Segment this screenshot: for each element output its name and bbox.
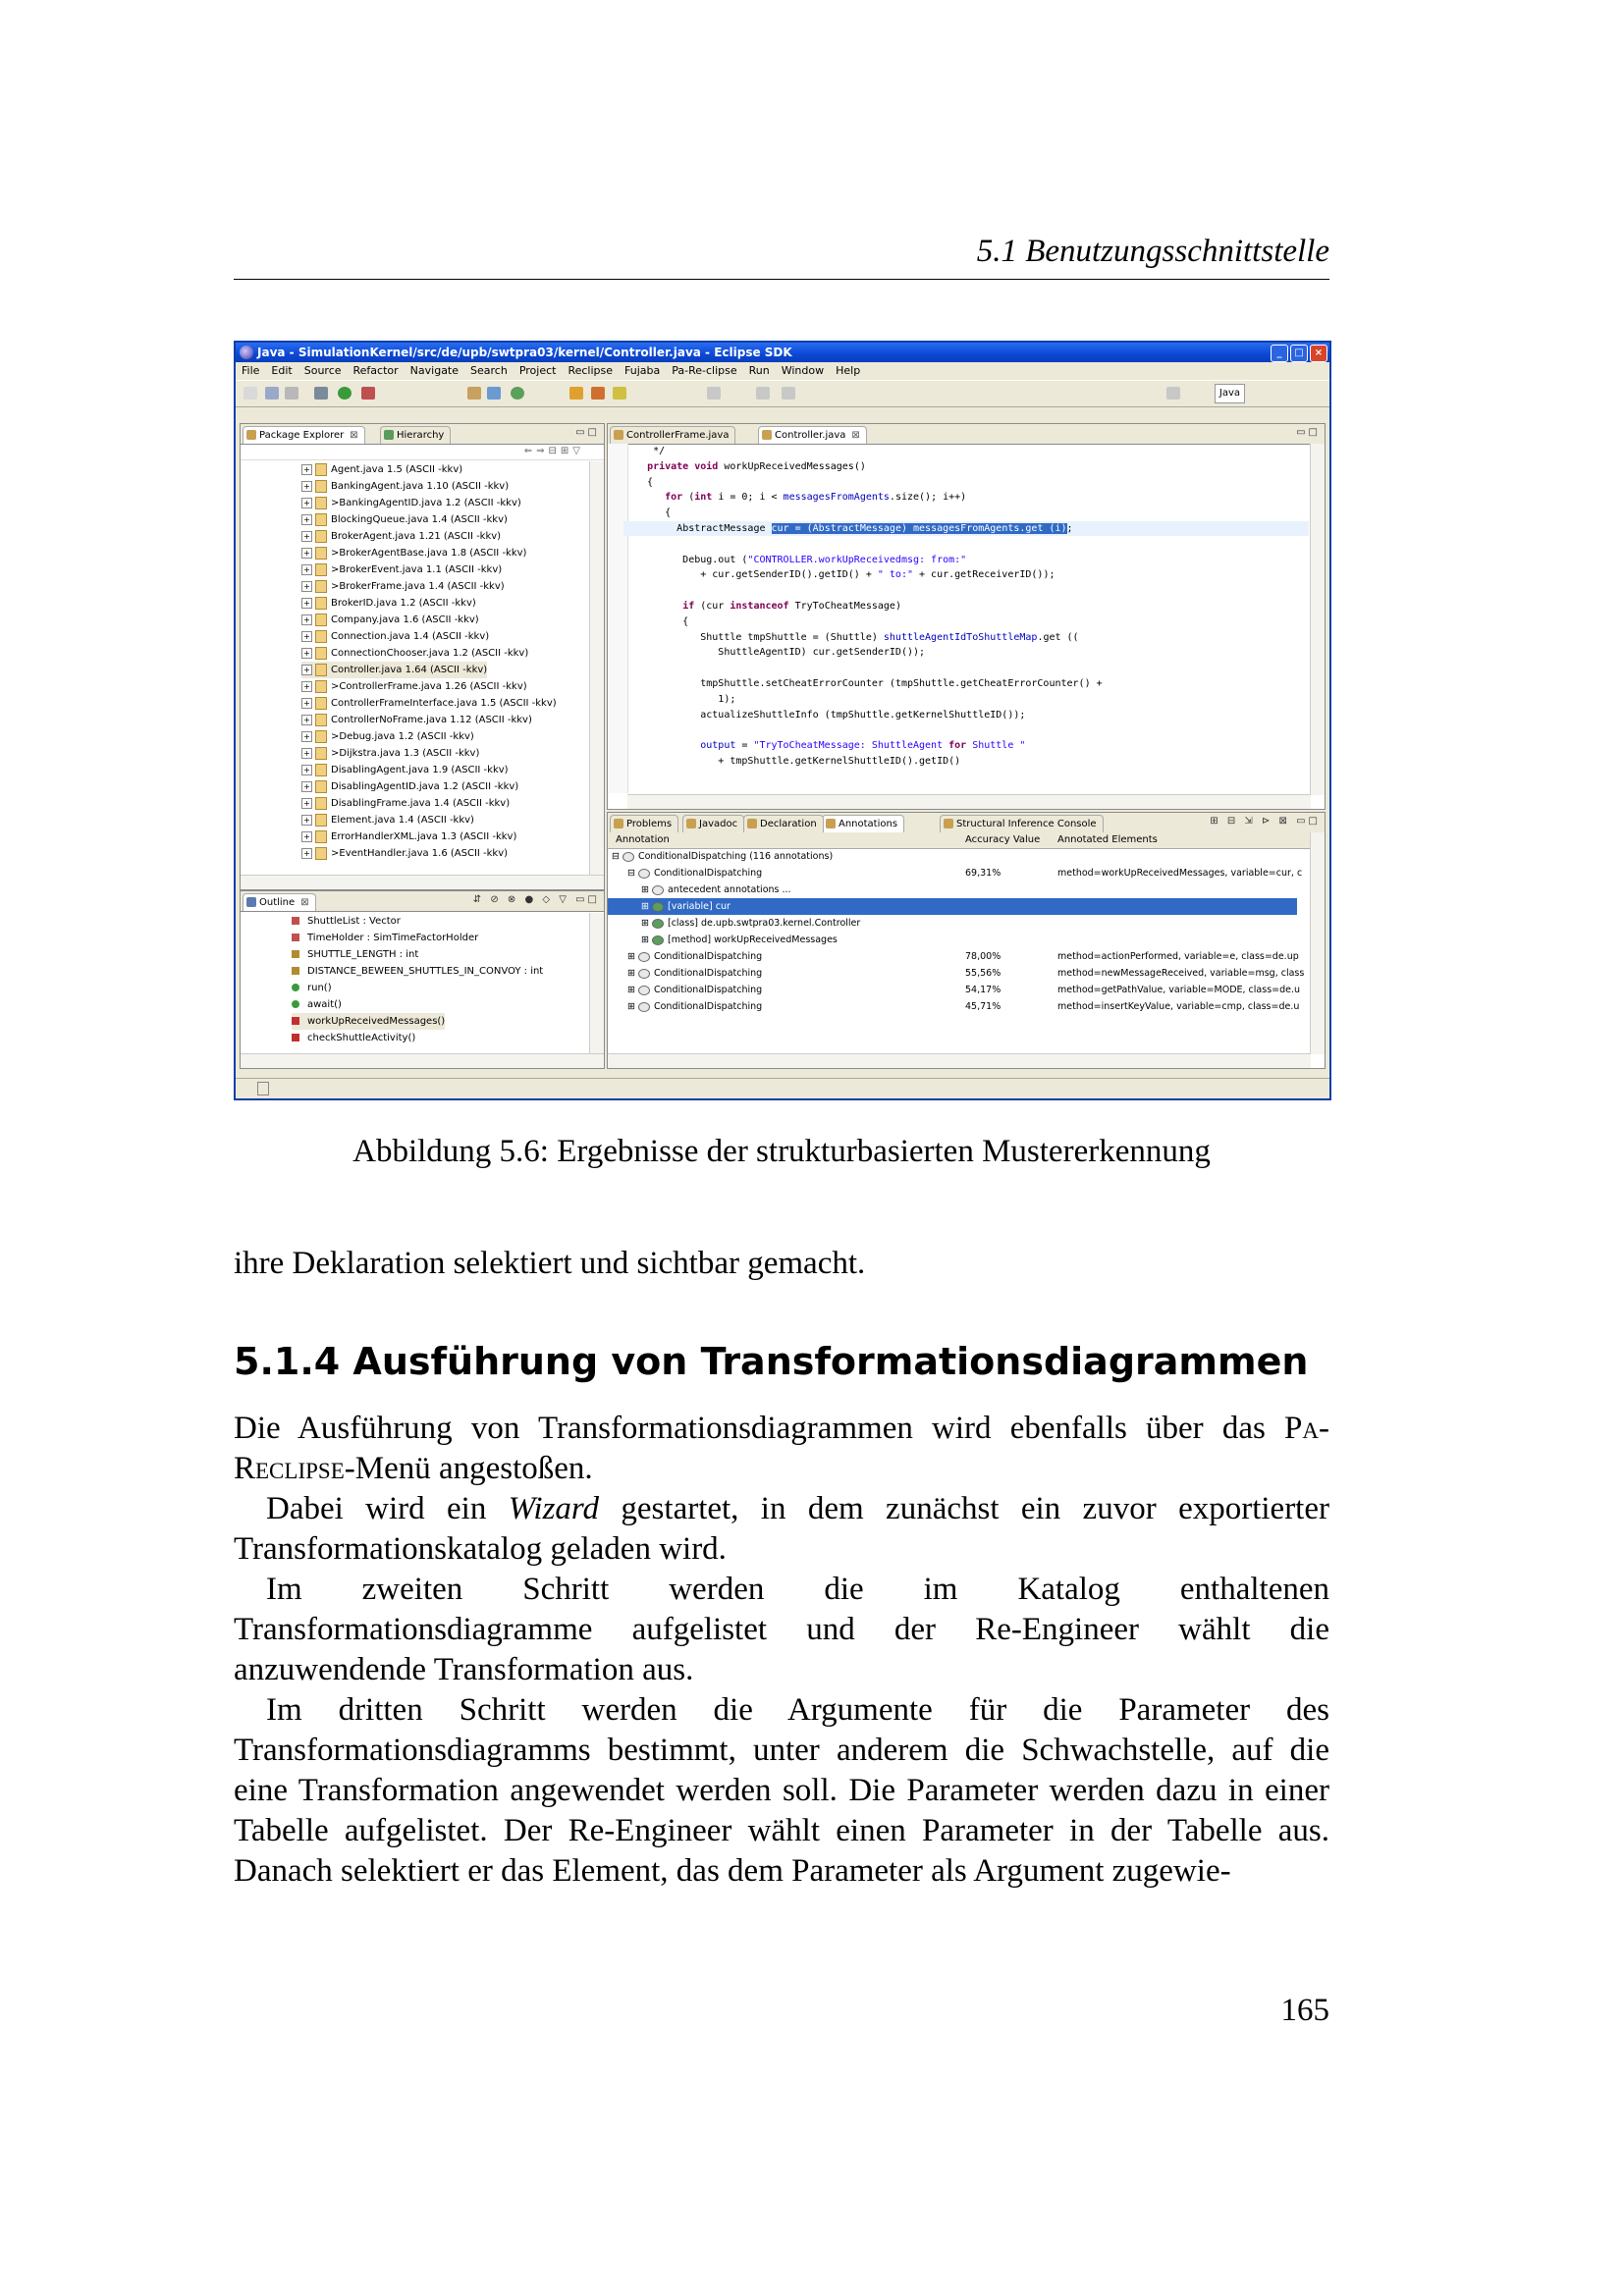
view-icon [686, 819, 696, 828]
java-file-icon [315, 597, 327, 610]
menu-refactor[interactable]: Refactor [352, 364, 399, 377]
member-icon [292, 934, 299, 941]
java-file-icon [315, 497, 327, 509]
member-icon [292, 984, 299, 991]
run-icon[interactable] [338, 387, 352, 400]
expand-icon[interactable]: + [301, 498, 312, 508]
package-item-label: BrokerID.java 1.2 (ASCII -kkv) [331, 598, 476, 609]
pen-icon[interactable] [613, 387, 626, 400]
annotation-row[interactable]: ⊞ ConditionalDispatching 54,17% method=getPathValue, variable=MODE, class=de.u [627, 985, 1301, 995]
running-head: 5.1 Benutzungsschnittstelle [976, 234, 1329, 269]
annotation-row[interactable]: ⊞ [method] workUpReceivedMessages [641, 934, 838, 945]
code-line: { [629, 476, 654, 488]
section-title: 5.1.4 Ausführung von Transformationsdiagrammen [234, 1340, 1309, 1383]
package-tree-item[interactable] [301, 778, 518, 795]
code-area[interactable] [623, 444, 1309, 793]
code-line: { [629, 507, 672, 519]
outline-item[interactable] [292, 1030, 415, 1046]
package-tree-item[interactable] [301, 595, 476, 612]
view-controls[interactable]: ▭□ [575, 427, 600, 438]
outline-item-label: TimeHolder : SimTimeFactorHolder [307, 933, 479, 943]
package-item-label: DisablingFrame.java 1.4 (ASCII -kkv) [331, 798, 511, 809]
editor-controls[interactable]: ▭□ [1296, 427, 1321, 438]
code-line: Debug.out ("CONTROLLER.workUpReceivedmsg: from:" [629, 554, 967, 565]
expand-icon[interactable]: ⊞ [641, 884, 652, 895]
col-annotation[interactable]: Annotation [616, 834, 670, 845]
maximize-icon[interactable]: □ [1290, 345, 1308, 362]
package-tree-item[interactable] [301, 812, 474, 828]
expand-icon[interactable]: + [301, 531, 312, 542]
annotation-icon [652, 885, 664, 895]
annotation-icon [638, 969, 650, 979]
expand-icon[interactable]: + [301, 831, 312, 842]
annotation-row[interactable]: ⊟ ConditionalDispatching (116 annotations) [612, 851, 834, 862]
view-icon [747, 819, 757, 828]
outline-vscroll[interactable] [589, 913, 604, 1054]
editor-pane [607, 423, 1326, 810]
package-tree-item[interactable] [301, 745, 479, 762]
outline-item[interactable] [292, 980, 332, 996]
header-rule [234, 279, 1329, 280]
outline-item[interactable] [292, 913, 401, 930]
java-file-icon [315, 714, 327, 726]
view-icon [614, 819, 623, 828]
annotation-icon [652, 919, 664, 929]
tab-structural-inference-console[interactable]: Structural Inference Console [940, 815, 1104, 832]
menu-navigate[interactable]: Navigate [409, 364, 460, 377]
open-perspective-icon[interactable] [1166, 387, 1180, 400]
java-file-icon [315, 830, 327, 843]
package-tree-item[interactable] [301, 511, 508, 528]
code-line: 1); [629, 693, 736, 705]
member-icon [292, 917, 299, 925]
annotation-icon [638, 986, 650, 995]
package-tree-item[interactable] [301, 561, 502, 578]
java-file-icon [315, 847, 327, 860]
annotations-table-header [608, 832, 1311, 849]
annotations-controls[interactable]: ⊞ ⊟ ⇲ ⊳ ⊠ ▭□ [1210, 816, 1321, 827]
java-file-icon [315, 780, 327, 793]
code-line: for (int i = 0; i < messagesFromAgents.size(); i++) [665, 492, 967, 504]
outline-item[interactable] [292, 996, 342, 1013]
editor-hscroll[interactable] [627, 794, 1311, 809]
expand-icon[interactable]: + [301, 648, 312, 659]
expand-icon[interactable]: ⊟ [627, 868, 638, 879]
package-item-label: ControllerFrameInterface.java 1.5 (ASCII -kkv) [331, 698, 557, 709]
java-file-icon [315, 647, 327, 660]
java-file-icon [315, 747, 327, 760]
back-icon[interactable] [756, 387, 770, 400]
status-icon [257, 1082, 269, 1095]
menu-window[interactable]: Window [781, 364, 825, 377]
package-item-label: BankingAgent.java 1.10 (ASCII -kkv) [331, 481, 510, 492]
open-type-icon[interactable] [467, 387, 481, 400]
java-file-icon [315, 814, 327, 827]
open-folder-icon[interactable] [569, 387, 583, 400]
package-tree-item[interactable] [301, 695, 557, 712]
annotation-icon [638, 952, 650, 962]
expand-icon[interactable]: + [301, 748, 312, 759]
tab-controllerframe-java[interactable]: ControllerFrame.java [610, 426, 735, 444]
annotation-row[interactable]: ⊟ ConditionalDispatching 69,31% method=workUpReceivedMessages, variable=cur, c [627, 868, 1303, 879]
annotation-row[interactable]: ⊞ [class] de.upb.swtpra03.kernel.Controller [641, 918, 861, 929]
member-icon [292, 950, 299, 958]
code-line: AbstractMessage cur = (AbstractMessage) messagesFromAgents.get (i); [623, 521, 1309, 536]
code-line: { [629, 615, 689, 627]
outline-item-label: await() [307, 999, 342, 1010]
package-item-label: >BankingAgentID.java 1.2 (ASCII -kkv) [331, 498, 521, 508]
view-icon [944, 819, 953, 828]
forward-icon[interactable] [782, 387, 795, 400]
paragraph-1: Die Ausführung von Transformationsdiagrammen wird ebenfalls über das Pa-Reclipse-Menü angestoßen. [234, 1411, 1329, 1486]
expand-icon[interactable]: + [301, 765, 312, 775]
package-item-label: ErrorHandlerXML.java 1.3 (ASCII -kkv) [331, 831, 517, 842]
member-icon [292, 967, 299, 975]
annotation-row[interactable]: ⊞ ConditionalDispatching 55,56% method=newMessageReceived, variable=msg, class [627, 968, 1305, 979]
menu-run[interactable]: Run [748, 364, 770, 377]
expand-icon[interactable]: + [301, 464, 312, 475]
package-item-label: >BrokerEvent.java 1.1 (ASCII -kkv) [331, 564, 503, 575]
package-tree-item[interactable] [301, 645, 528, 662]
package-tree-vscroll[interactable] [589, 461, 604, 876]
java-file-icon [315, 547, 327, 560]
java-file-icon [315, 513, 327, 526]
java-file-icon [762, 430, 772, 440]
code-line: ShuttleAgentID) cur.getSenderID()); [629, 647, 926, 659]
expand-icon[interactable]: + [301, 614, 312, 625]
java-file-icon [315, 664, 327, 676]
java-file-icon [315, 630, 327, 643]
package-tree-item[interactable] [301, 545, 526, 561]
col-accuracy[interactable]: Accuracy Value [965, 834, 1041, 845]
outline-icon [246, 897, 256, 907]
expand-icon[interactable]: + [301, 581, 312, 592]
editor-tabs [608, 424, 1325, 445]
package-tree-item[interactable] [301, 678, 527, 695]
outline-item[interactable] [292, 963, 543, 980]
expand-icon[interactable]: + [301, 731, 312, 742]
package-item-label: Element.java 1.4 (ASCII -kkv) [331, 815, 474, 826]
paragraph-2: Dabei wird ein Wizard gestartet, in dem zunächst ein zuvor exportierter Transformationskatalog geladen wird. [234, 1491, 1329, 1567]
package-tree-item[interactable] [301, 461, 462, 478]
eclipse-window-screenshot [234, 341, 1331, 1100]
member-icon [292, 1034, 299, 1041]
window-title: Java - SimulationKernel/src/de/upb/swtpra03/kernel/Controller.java - Eclipse SDK [257, 346, 792, 359]
package-item-label: >BrokerAgentBase.java 1.8 (ASCII -kkv) [331, 548, 527, 559]
java-file-icon [315, 563, 327, 576]
package-tree-item[interactable] [301, 845, 508, 862]
java-file-icon [614, 430, 623, 440]
menu-bar [236, 362, 1329, 380]
java-file-icon [315, 797, 327, 810]
code-line: Shuttle tmpShuttle = (Shuttle) shuttleAgentIdToShuttleMap.get (( [629, 631, 1079, 643]
new-class-icon[interactable] [487, 387, 501, 400]
package-item-label: >EventHandler.java 1.6 (ASCII -kkv) [331, 848, 509, 859]
outline-controls[interactable]: ⇵ ⊘ ⊗ ● ◇ ▽ ▭□ [472, 894, 600, 905]
window-titlebar [236, 343, 1329, 362]
status-bar [236, 1078, 1329, 1098]
outline-item-label: DISTANCE_BEWEEN_SHUTTLES_IN_CONVOY : int [307, 966, 544, 977]
external-tools-icon[interactable] [361, 387, 375, 400]
expand-icon[interactable]: + [301, 514, 312, 525]
expand-icon[interactable]: ⊞ [627, 985, 638, 995]
menu-search[interactable]: Search [470, 364, 508, 377]
package-tree-item[interactable] [301, 762, 509, 778]
view-icon [826, 819, 836, 828]
expand-icon[interactable]: ⊞ [641, 918, 652, 929]
expand-icon[interactable]: + [301, 665, 312, 675]
bottom-tabs [608, 813, 1325, 833]
paragraph-0: ihre Deklaration selektiert und sichtbar gemacht. [234, 1246, 866, 1281]
package-item-label: DisablingAgentID.java 1.2 (ASCII -kkv) [331, 781, 519, 792]
hierarchy-icon [384, 430, 394, 440]
save-icon[interactable] [265, 387, 279, 400]
editor-ruler [608, 444, 628, 793]
tab-javadoc[interactable]: Javadoc [682, 815, 744, 832]
java-file-icon [315, 530, 327, 543]
package-tree-item[interactable] [301, 795, 510, 812]
tab-controller-java[interactable]: Controller.java ⊠ [758, 426, 867, 444]
package-item-label: ControllerNoFrame.java 1.12 (ASCII -kkv) [331, 715, 532, 725]
code-line: private void workUpReceivedMessages() [647, 460, 866, 472]
menu-file[interactable]: File [242, 364, 260, 377]
java-file-icon [315, 730, 327, 743]
expand-icon[interactable]: + [301, 548, 312, 559]
next-annotation-icon[interactable] [707, 387, 721, 400]
open-file-icon[interactable] [591, 387, 605, 400]
tab-hierarchy[interactable]: Hierarchy [380, 426, 451, 444]
menu-reclipse[interactable]: Reclipse [568, 364, 614, 377]
explorer-toolbar-icons[interactable]: ⇐⇒⊟⊞▽ [523, 446, 584, 456]
annotations-pane [607, 812, 1326, 1069]
outline-item[interactable] [292, 930, 478, 946]
menu-edit[interactable]: Edit [271, 364, 293, 377]
expand-icon[interactable]: + [301, 781, 312, 792]
expand-icon[interactable]: ⊞ [627, 1001, 638, 1012]
annotation-row[interactable]: ⊞ antecedent annotations ... [641, 884, 791, 895]
expand-icon[interactable]: + [301, 564, 312, 575]
java-file-icon [315, 697, 327, 710]
editor-vscroll[interactable] [1310, 444, 1325, 795]
package-icon [246, 430, 256, 440]
explorer-toolbar [241, 444, 604, 460]
outline-item-label: checkShuttleActivity() [307, 1033, 416, 1043]
annotation-row[interactable]: ⊞ ConditionalDispatching 45,71% method=insertKeyValue, variable=cmp, class=de.u [627, 1001, 1300, 1012]
package-tree-item[interactable] [301, 612, 479, 628]
code-line: output = "TryToCheatMessage: ShuttleAgent for Shuttle " [700, 740, 1026, 752]
expand-icon[interactable]: + [301, 798, 312, 809]
annotation-icon [623, 852, 634, 862]
annotation-icon [652, 902, 664, 912]
code-line: */ [629, 446, 666, 456]
package-tree-item[interactable] [301, 495, 521, 511]
expand-icon[interactable]: + [301, 815, 312, 826]
outline-item-label: SHUTTLE_LENGTH : int [307, 949, 419, 960]
minimize-icon[interactable]: _ [1271, 345, 1288, 362]
package-tree-item[interactable] [301, 628, 489, 645]
package-tree [241, 461, 590, 876]
package-item-label: >ControllerFrame.java 1.26 (ASCII -kkv) [331, 681, 527, 692]
expand-icon[interactable]: + [301, 848, 312, 859]
figure-caption: Abbildung 5.6: Ergebnisse der strukturbasierten Mustererkennung [352, 1134, 1211, 1169]
member-icon [292, 1000, 299, 1008]
package-item-label: BrokerAgent.java 1.21 (ASCII -kkv) [331, 531, 502, 542]
expand-icon[interactable]: + [301, 698, 312, 709]
annotations-vscroll[interactable] [1310, 832, 1325, 1054]
package-item-label: Connection.java 1.4 (ASCII -kkv) [331, 631, 490, 642]
package-item-label: BlockingQueue.java 1.4 (ASCII -kkv) [331, 514, 508, 525]
package-explorer-pane [240, 423, 605, 890]
col-annotated-elements[interactable]: Annotated Elements [1057, 834, 1158, 845]
outline-item[interactable] [292, 1013, 445, 1030]
outline-item-label: workUpReceivedMessages() [307, 1016, 446, 1027]
perspective-java[interactable]: Java [1215, 384, 1245, 403]
package-item-label: >Debug.java 1.2 (ASCII -kkv) [331, 731, 474, 742]
menu-help[interactable]: Help [836, 364, 861, 377]
java-file-icon [315, 680, 327, 693]
expand-icon[interactable]: ⊞ [627, 968, 638, 979]
expand-icon[interactable]: + [301, 631, 312, 642]
java-file-icon [315, 463, 327, 476]
package-item-label: Company.java 1.6 (ASCII -kkv) [331, 614, 479, 625]
paragraph-3: Im zweiten Schritt werden die im Katalog enthaltenen Transformationsdiagramme aufgelistet und der Re-Engineer wählt die anzuwendende Transformation aus. [234, 1572, 1329, 1687]
package-tree-item[interactable] [301, 712, 532, 728]
tab-annotations[interactable]: Annotations [822, 815, 904, 832]
expand-icon[interactable]: ⊞ [641, 934, 652, 945]
expand-icon[interactable]: + [301, 681, 312, 692]
outline-pane [240, 890, 605, 1069]
package-explorer-tabs [241, 424, 604, 445]
expand-icon[interactable]: ⊟ [612, 851, 623, 862]
java-file-icon [315, 764, 327, 776]
tab-declaration[interactable]: Declaration [743, 815, 824, 832]
new-package-icon[interactable] [511, 387, 524, 400]
tab-package-explorer[interactable]: Package Explorer ⊠ [243, 426, 365, 444]
close-icon[interactable]: × [1310, 345, 1327, 362]
java-file-icon [315, 614, 327, 626]
page-number: 165 [1280, 1993, 1329, 2028]
package-item-label: >BrokerFrame.java 1.4 (ASCII -kkv) [331, 581, 505, 592]
member-icon [292, 1017, 299, 1025]
menu-pa-re-clipse[interactable]: Pa-Re-clipse [672, 364, 737, 377]
package-tree-item[interactable] [301, 478, 509, 495]
paragraph-4: Im dritten Schritt werden die Argumente für die Parameter des Transformationsdiagramms bestimmt, unter anderem die Schwachstelle, auf die eine Transformation angewendet werden soll. Die Parameter werden dazu in einer Tabelle aufgelistet. Der Re-Engineer wählt einen Parameter in der Tabelle aus. Danach selektiert er das Element, das dem Parameter als Argument zugewie- [234, 1692, 1329, 1889]
outline-item-label: run() [307, 983, 332, 993]
outline-item-label: ShuttleList : Vector [307, 916, 401, 927]
expand-icon[interactable]: + [301, 481, 312, 492]
package-item-label: Agent.java 1.5 (ASCII -kkv) [331, 464, 463, 475]
code-line: + tmpShuttle.getKernelShuttleID().getID() [629, 756, 961, 767]
outline-tree [241, 913, 590, 1054]
annotation-icon [638, 869, 650, 879]
package-tree-item[interactable] [301, 662, 487, 678]
menu-source[interactable]: Source [303, 364, 342, 377]
package-item-label: ConnectionChooser.java 1.2 (ASCII -kkv) [331, 648, 529, 659]
annotation-row[interactable]: ⊞ [variable] cur [608, 898, 1297, 915]
new-icon[interactable] [244, 387, 257, 400]
annotation-row[interactable]: ⊞ ConditionalDispatching 78,00% method=actionPerformed, variable=e, class=de.up [627, 951, 1299, 962]
expand-icon[interactable]: ⊞ [627, 951, 638, 962]
code-line: actualizeShuttleInfo (tmpShuttle.getKernelShuttleID()); [629, 709, 1026, 721]
code-line: if (cur instanceof TryToCheatMessage) [682, 601, 901, 612]
expand-icon[interactable]: + [301, 598, 312, 609]
expand-icon[interactable]: ⊞ [641, 901, 652, 912]
package-tree-item[interactable] [301, 828, 516, 845]
package-item-label: Controller.java 1.64 (ASCII -kkv) [331, 665, 488, 675]
tab-outline[interactable]: Outline ⊠ [243, 893, 316, 911]
debug-icon[interactable] [314, 387, 328, 400]
package-tree-item[interactable] [301, 728, 474, 745]
outline-hscroll[interactable] [241, 1053, 604, 1068]
eclipse-icon [240, 346, 253, 359]
package-tree-item[interactable] [301, 528, 501, 545]
package-tree-item[interactable] [301, 578, 505, 595]
outline-item[interactable] [292, 946, 418, 963]
package-item-label: >Dijkstra.java 1.3 (ASCII -kkv) [331, 748, 480, 759]
outline-tabs [241, 891, 604, 912]
java-file-icon [315, 480, 327, 493]
annotations-table-body [608, 848, 1311, 1054]
expand-icon[interactable]: + [301, 715, 312, 725]
annotation-icon [652, 935, 664, 945]
print-icon[interactable] [285, 387, 298, 400]
annotations-hscroll[interactable] [608, 1053, 1311, 1068]
menu-fujaba[interactable]: Fujaba [624, 364, 661, 377]
code-line: tmpShuttle.setCheatErrorCounter (tmpShuttle.getCheatErrorCounter() + [629, 678, 1103, 689]
code-line: + cur.getSenderID().getID() + " to:" + cur.getReceiverID()); [629, 569, 1056, 581]
java-file-icon [315, 580, 327, 593]
package-item-label: DisablingAgent.java 1.9 (ASCII -kkv) [331, 765, 509, 775]
package-tree-hscroll[interactable] [241, 875, 604, 889]
menu-project[interactable]: Project [518, 364, 557, 377]
main-toolbar [236, 380, 1329, 407]
tab-problems[interactable]: Problems [610, 815, 678, 832]
annotation-icon [638, 1002, 650, 1012]
